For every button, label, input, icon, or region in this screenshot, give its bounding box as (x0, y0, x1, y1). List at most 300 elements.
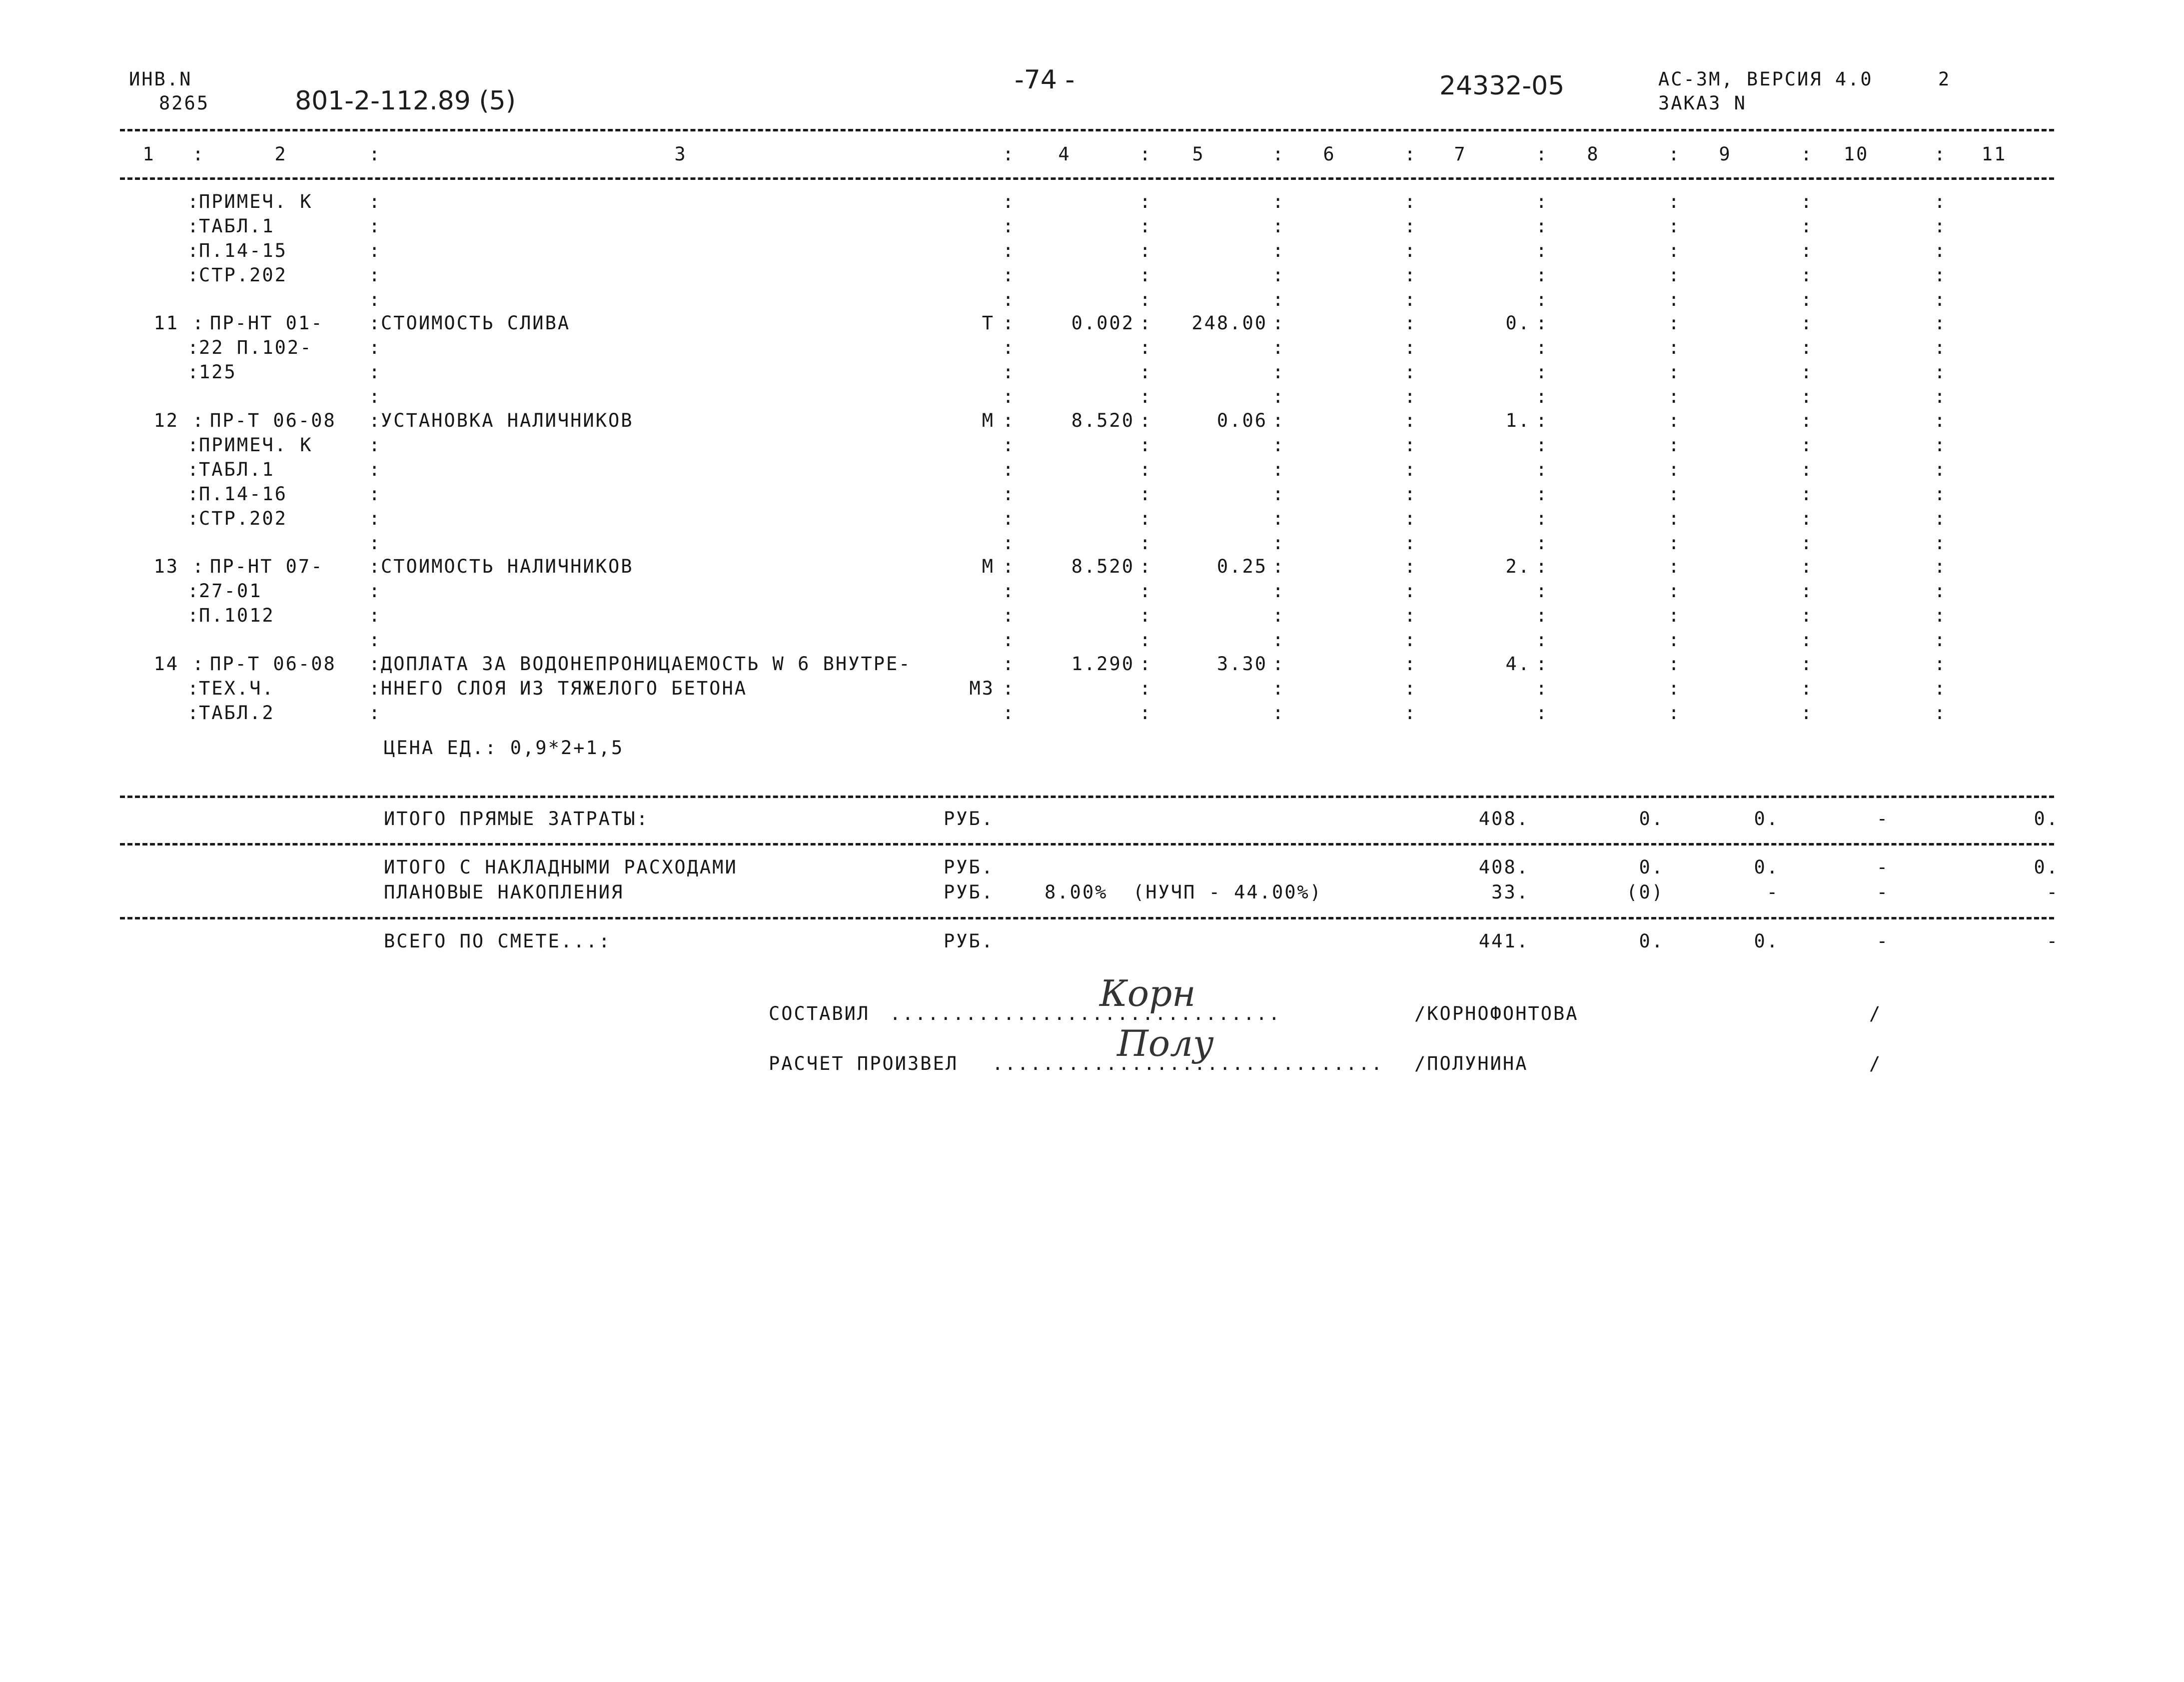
total-cost: 2. (1505, 556, 1531, 577)
code-separator: : (192, 653, 204, 675)
cell-separator: : (1668, 483, 1680, 505)
cell-separator: : (1536, 386, 1547, 407)
cell-separator: : (1801, 410, 1812, 431)
cell-separator: : (1404, 678, 1416, 699)
cell-separator: : (1934, 629, 1946, 651)
row-number: 11 (153, 312, 179, 334)
cell-separator: : (1536, 361, 1547, 383)
cell-separator: : (1668, 337, 1680, 358)
total-col-9: 0. (1754, 808, 1779, 830)
cell-separator: : (1934, 556, 1946, 577)
cell-separator: : (1934, 678, 1946, 699)
cell-separator: : (1801, 459, 1812, 480)
column-number: 8 (1587, 143, 1600, 165)
total-unit: РУБ. (944, 881, 995, 903)
column-separator: : (1003, 143, 1014, 165)
cell-separator: : (1272, 191, 1284, 212)
column-separator: : (192, 143, 204, 165)
cell-separator: : (369, 605, 380, 626)
cell-separator: : (1801, 215, 1812, 237)
cell-separator: : (1536, 410, 1547, 431)
rule-totals-3 (120, 917, 2054, 919)
cell-separator: : (1668, 434, 1680, 456)
price-note: ЦЕНА ЕД.: 0,9*2+1,5 (384, 737, 624, 759)
cell-separator: : (369, 580, 380, 602)
total-col-10: - (1876, 856, 1889, 878)
signature-dots: ............................... (890, 1003, 1281, 1024)
work-code: ПРИМЕЧ. К (199, 191, 313, 212)
total-col-8: 0. (1639, 856, 1664, 878)
cell-separator: : (1934, 361, 1946, 383)
cell-separator: : (1801, 532, 1812, 554)
work-name: СТОИМОСТЬ НАЛИЧНИКОВ (381, 556, 634, 577)
total-cost: 1. (1505, 410, 1531, 431)
total-col-9: 0. (1754, 930, 1779, 952)
cell-separator: : (1934, 459, 1946, 480)
work-code: 27-01 (199, 580, 262, 602)
cell-separator: : (1404, 240, 1416, 261)
cell-separator: : (1801, 289, 1812, 310)
cell-separator: : (369, 337, 380, 358)
cell-separator: : (1536, 191, 1547, 212)
cell-separator: : (1801, 434, 1812, 456)
cell-separator: : (1272, 361, 1284, 383)
cell-separator: : (1668, 410, 1680, 431)
cell-separator: : (1003, 580, 1014, 602)
code-separator: : (187, 240, 199, 261)
cell-separator: : (1934, 605, 1946, 626)
cell-separator: : (1272, 678, 1284, 699)
cell-separator: : (1668, 215, 1680, 237)
total-col-11: 0. (2034, 856, 2059, 878)
cell-separator: : (1934, 434, 1946, 456)
cell-separator: : (1139, 361, 1151, 383)
cell-separator: : (1801, 386, 1812, 407)
cell-separator: : (1934, 532, 1946, 554)
code-separator: : (192, 410, 204, 431)
cell-separator: : (369, 361, 380, 383)
unit-price: 0.25 (1216, 556, 1267, 577)
cell-separator: : (369, 191, 380, 212)
doc-code: 801-2-112.89 (5) (295, 86, 516, 116)
cell-separator: : (1668, 264, 1680, 286)
cell-separator: : (1272, 240, 1284, 261)
cell-separator: : (1139, 629, 1151, 651)
total-extra: 8.00% (НУЧП - 44.00%) (1045, 881, 1323, 903)
column-separator: : (1404, 143, 1416, 165)
total-col-8: 0. (1639, 808, 1664, 830)
cell-separator: : (1139, 483, 1151, 505)
cell-separator: : (1934, 312, 1946, 334)
cell-separator: : (1668, 240, 1680, 261)
work-code: ПР-Т 06-08 (210, 653, 336, 675)
column-separator: : (1668, 143, 1680, 165)
cell-separator: : (1536, 556, 1547, 577)
column-number: 9 (1719, 143, 1732, 165)
cell-separator: : (1272, 434, 1284, 456)
cell-separator: : (1003, 312, 1014, 334)
cell-separator: : (1536, 312, 1547, 334)
work-name: ННЕГО СЛОЯ ИЗ ТЯЖЕЛОГО БЕТОНА (381, 678, 748, 699)
work-code: 125 (199, 361, 237, 383)
code-separator: : (187, 264, 199, 286)
column-number: 2 (274, 143, 287, 165)
row-number: 14 (153, 653, 179, 675)
cell-separator: : (369, 556, 380, 577)
signature-end: / (1869, 1003, 1882, 1024)
unit: Т (982, 312, 995, 334)
cell-separator: : (1404, 653, 1416, 675)
column-number: 7 (1454, 143, 1467, 165)
handwritten-signature: Полу (1117, 1022, 1214, 1064)
rule-top (120, 129, 2054, 131)
total-col-9: - (1766, 881, 1779, 903)
work-code: ТАБЛ.1 (199, 459, 275, 480)
cell-separator: : (1003, 240, 1014, 261)
order-code: 24332-05 (1439, 71, 1565, 101)
column-number: 5 (1192, 143, 1205, 165)
cell-separator: : (1404, 702, 1416, 724)
program-number: 2 (1938, 68, 1951, 90)
cell-separator: : (369, 410, 380, 431)
signature-end: / (1869, 1053, 1882, 1074)
cell-separator: : (1139, 215, 1151, 237)
cell-separator: : (1536, 459, 1547, 480)
cell-separator: : (1536, 483, 1547, 505)
quantity: 8.520 (1071, 410, 1134, 431)
code-separator: : (187, 508, 199, 529)
cell-separator: : (1139, 289, 1151, 310)
cell-separator: : (369, 629, 380, 651)
cell-separator: : (1139, 191, 1151, 212)
column-number: 6 (1323, 143, 1336, 165)
cell-separator: : (1404, 386, 1416, 407)
total-col-8: 0. (1639, 930, 1664, 952)
cell-separator: : (1536, 289, 1547, 310)
cell-separator: : (1404, 215, 1416, 237)
cell-separator: : (1801, 337, 1812, 358)
unit-price: 3.30 (1216, 653, 1267, 675)
cell-separator: : (1404, 337, 1416, 358)
cell-separator: : (1934, 483, 1946, 505)
cell-separator: : (1139, 312, 1151, 334)
cell-separator: : (1272, 556, 1284, 577)
cell-separator: : (1404, 605, 1416, 626)
code-separator: : (187, 337, 199, 358)
order-label: ЗАКАЗ N (1658, 92, 1747, 114)
inv-label: ИНВ.N (129, 68, 192, 90)
total-label: ПЛАНОВЫЕ НАКОПЛЕНИЯ (384, 881, 624, 903)
cell-separator: : (1668, 629, 1680, 651)
code-separator: : (187, 361, 199, 383)
cell-separator: : (1404, 410, 1416, 431)
cell-separator: : (1139, 508, 1151, 529)
cell-separator: : (1003, 337, 1014, 358)
cell-separator: : (1668, 532, 1680, 554)
cell-separator: : (1003, 605, 1014, 626)
work-code: П.14-15 (199, 240, 287, 261)
column-number: 11 (1981, 143, 2007, 165)
cell-separator: : (1139, 434, 1151, 456)
cell-separator: : (1668, 386, 1680, 407)
cell-separator: : (1934, 215, 1946, 237)
column-separator: : (1934, 143, 1946, 165)
cell-separator: : (1272, 289, 1284, 310)
cell-separator: : (1272, 410, 1284, 431)
total-col-10: - (1876, 930, 1889, 952)
cell-separator: : (1668, 556, 1680, 577)
cell-separator: : (369, 653, 380, 675)
cell-separator: : (1139, 459, 1151, 480)
cell-separator: : (1139, 556, 1151, 577)
cell-separator: : (1139, 605, 1151, 626)
cell-separator: : (1272, 386, 1284, 407)
cell-separator: : (1801, 240, 1812, 261)
work-code: 22 П.102- (199, 337, 313, 358)
work-code: ПРИМЕЧ. К (199, 434, 313, 456)
cell-separator: : (1668, 361, 1680, 383)
cell-separator: : (1536, 240, 1547, 261)
column-number: 1 (142, 143, 155, 165)
cell-separator: : (1934, 191, 1946, 212)
cell-separator: : (369, 678, 380, 699)
total-col-7: 408. (1478, 808, 1529, 830)
code-separator: : (187, 483, 199, 505)
cell-separator: : (1536, 678, 1547, 699)
page-number: -74 - (1015, 65, 1075, 95)
cell-separator: : (369, 264, 380, 286)
cell-separator: : (1801, 483, 1812, 505)
work-name: ДОПЛАТА ЗА ВОДОНЕПРОНИЦАЕМОСТЬ W 6 ВНУТРЕ- (381, 653, 912, 675)
total-col-10: - (1876, 881, 1889, 903)
cell-separator: : (369, 508, 380, 529)
cell-separator: : (1536, 580, 1547, 602)
cell-separator: : (1934, 240, 1946, 261)
column-number: 4 (1058, 143, 1071, 165)
unit-price: 0.06 (1216, 410, 1267, 431)
handwritten-signature: Корн (1099, 972, 1196, 1014)
cell-separator: : (1404, 434, 1416, 456)
cell-separator: : (369, 702, 380, 724)
cell-separator: : (1272, 337, 1284, 358)
work-name: СТОИМОСТЬ СЛИВА (381, 312, 571, 334)
cell-separator: : (1139, 240, 1151, 261)
cell-separator: : (1139, 337, 1151, 358)
row-number: 13 (153, 556, 179, 577)
cell-separator: : (369, 386, 380, 407)
cell-separator: : (1934, 580, 1946, 602)
signature-dots: ............................... (992, 1053, 1384, 1074)
cell-separator: : (1272, 580, 1284, 602)
total-col-7: 408. (1478, 856, 1529, 878)
code-separator: : (187, 459, 199, 480)
total-cost: 4. (1505, 653, 1531, 675)
cell-separator: : (1139, 532, 1151, 554)
cell-separator: : (1536, 605, 1547, 626)
cell-separator: : (1668, 605, 1680, 626)
cell-separator: : (1003, 532, 1014, 554)
cell-separator: : (369, 240, 380, 261)
code-separator: : (187, 191, 199, 212)
cell-separator: : (1272, 312, 1284, 334)
cell-separator: : (1003, 215, 1014, 237)
cell-separator: : (1404, 264, 1416, 286)
signature-name: /КОРНОФОНТОВА (1414, 1003, 1579, 1024)
cell-separator: : (1801, 191, 1812, 212)
cell-separator: : (369, 483, 380, 505)
total-col-11: - (2046, 881, 2059, 903)
cell-separator: : (1272, 653, 1284, 675)
cell-separator: : (1668, 580, 1680, 602)
cell-separator: : (1139, 580, 1151, 602)
total-unit: РУБ. (944, 930, 995, 952)
cell-separator: : (1536, 508, 1547, 529)
code-separator: : (187, 605, 199, 626)
code-separator: : (192, 556, 204, 577)
column-separator: : (1801, 143, 1812, 165)
cell-separator: : (1801, 361, 1812, 383)
column-separator: : (1536, 143, 1547, 165)
cell-separator: : (1003, 653, 1014, 675)
cell-separator: : (1404, 532, 1416, 554)
unit: М (982, 410, 995, 431)
cell-separator: : (1536, 264, 1547, 286)
code-separator: : (187, 678, 199, 699)
cell-separator: : (1139, 653, 1151, 675)
cell-separator: : (1801, 653, 1812, 675)
cell-separator: : (1272, 605, 1284, 626)
cell-separator: : (1668, 702, 1680, 724)
total-col-9: 0. (1754, 856, 1779, 878)
cell-separator: : (1404, 312, 1416, 334)
cell-separator: : (1272, 483, 1284, 505)
unit: М (982, 556, 995, 577)
cell-separator: : (1404, 629, 1416, 651)
work-code: П.14-16 (199, 483, 287, 505)
cell-separator: : (1801, 702, 1812, 724)
work-code: СТР.202 (199, 264, 287, 286)
cell-separator: : (1801, 312, 1812, 334)
cell-separator: : (1668, 289, 1680, 310)
cell-separator: : (1934, 702, 1946, 724)
work-code: ПР-НТ 07- (210, 556, 324, 577)
cell-separator: : (1404, 459, 1416, 480)
cell-separator: : (1801, 508, 1812, 529)
work-code: СТР.202 (199, 508, 287, 529)
cell-separator: : (1668, 508, 1680, 529)
cell-separator: : (1272, 629, 1284, 651)
total-col-10: - (1876, 808, 1889, 830)
cell-separator: : (1139, 264, 1151, 286)
column-separator: : (1272, 143, 1284, 165)
inv-number: 8265 (159, 92, 210, 114)
cell-separator: : (1003, 434, 1014, 456)
code-separator: : (192, 312, 204, 334)
cell-separator: : (1003, 410, 1014, 431)
code-separator: : (187, 434, 199, 456)
cell-separator: : (1272, 215, 1284, 237)
cell-separator: : (1801, 556, 1812, 577)
cell-separator: : (1003, 556, 1014, 577)
total-unit: РУБ. (944, 856, 995, 878)
total-col-7: 441. (1478, 930, 1529, 952)
cell-separator: : (1003, 629, 1014, 651)
cell-separator: : (1003, 289, 1014, 310)
cell-separator: : (1536, 653, 1547, 675)
cell-separator: : (1934, 508, 1946, 529)
cell-separator: : (1536, 532, 1547, 554)
unit: М3 (969, 678, 995, 699)
cell-separator: : (369, 532, 380, 554)
total-label: ИТОГО ПРЯМЫЕ ЗАТРАТЫ: (384, 808, 649, 830)
cell-separator: : (1801, 580, 1812, 602)
cell-separator: : (1801, 605, 1812, 626)
quantity: 0.002 (1071, 312, 1134, 334)
cell-separator: : (1272, 459, 1284, 480)
cell-separator: : (1934, 337, 1946, 358)
cell-separator: : (1139, 678, 1151, 699)
cell-separator: : (369, 289, 380, 310)
rule-totals-1 (120, 796, 2054, 798)
cell-separator: : (1003, 702, 1014, 724)
signature-name: /ПОЛУНИНА (1414, 1053, 1528, 1074)
cell-separator: : (1003, 483, 1014, 505)
cell-separator: : (1536, 215, 1547, 237)
cell-separator: : (369, 434, 380, 456)
column-number: 10 (1843, 143, 1869, 165)
cell-separator: : (1934, 289, 1946, 310)
cell-separator: : (1139, 702, 1151, 724)
cell-separator: : (1272, 264, 1284, 286)
quantity: 8.520 (1071, 556, 1134, 577)
total-label: ВСЕГО ПО СМЕТЕ...: (384, 930, 611, 952)
total-unit: РУБ. (944, 808, 995, 830)
cell-separator: : (1668, 459, 1680, 480)
cell-separator: : (1801, 629, 1812, 651)
rule-totals-2 (120, 843, 2054, 845)
cell-separator: : (369, 459, 380, 480)
cell-separator: : (1404, 556, 1416, 577)
cell-separator: : (1404, 483, 1416, 505)
code-separator: : (187, 702, 199, 724)
work-code: П.1012 (199, 605, 275, 626)
cell-separator: : (1668, 312, 1680, 334)
cell-separator: : (1003, 508, 1014, 529)
cell-separator: : (1139, 386, 1151, 407)
cell-separator: : (1934, 386, 1946, 407)
cell-separator: : (1404, 508, 1416, 529)
cell-separator: : (369, 312, 380, 334)
cell-separator: : (1934, 410, 1946, 431)
column-number: 3 (674, 143, 687, 165)
program-version: АС-3М, ВЕРСИЯ 4.0 (1658, 68, 1873, 90)
total-cost: 0. (1505, 312, 1531, 334)
cell-separator: : (1536, 702, 1547, 724)
cell-separator: : (1003, 386, 1014, 407)
work-code: ПР-НТ 01- (210, 312, 324, 334)
cell-separator: : (1536, 434, 1547, 456)
cell-separator: : (1536, 629, 1547, 651)
signature-role: СОСТАВИЛ (769, 1003, 870, 1024)
signature-role: РАСЧЕТ ПРОИЗВЕЛ (769, 1053, 959, 1074)
total-col-11: - (2046, 930, 2059, 952)
cell-separator: : (1934, 264, 1946, 286)
cell-separator: : (1003, 191, 1014, 212)
column-separator: : (369, 143, 380, 165)
cell-separator: : (1272, 532, 1284, 554)
work-code: ТАБЛ.2 (199, 702, 275, 724)
work-code: ТАБЛ.1 (199, 215, 275, 237)
